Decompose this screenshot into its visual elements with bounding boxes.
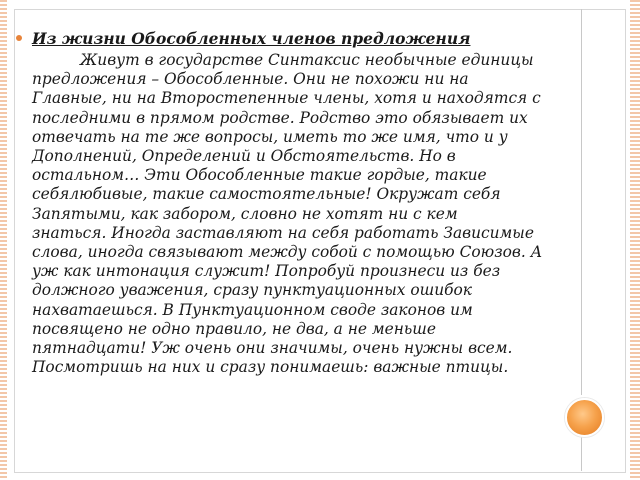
paragraph-line: последними в прямом родстве. Родство это обязывает их — [32, 108, 528, 127]
paragraph-line: предложения – Обособленные. Они не похожи ни на — [32, 70, 469, 89]
paragraph-line: пятнадцати! Уж очень они значимы, очень нужны всем. — [32, 339, 513, 358]
paragraph-line: слова, иногда связывают между собой с помощью Союзов. А — [32, 243, 543, 262]
paragraph-line: Живут в государстве Синтаксис необычные единицы — [80, 51, 534, 69]
orange-circle-ornament — [565, 398, 604, 437]
bullet-dot-icon — [16, 35, 22, 41]
slide-divider-line-bottom — [581, 437, 582, 471]
slide-content — [16, 29, 576, 377]
slide-heading: Из жизни Обособленных членов предложения — [32, 29, 471, 48]
paragraph-line: посвящено не одно правило, не два, а не меньше — [32, 319, 436, 338]
paragraph-line: нахватаешься. В Пунктуационном своде законов им — [32, 300, 473, 319]
slide-divider-line — [581, 9, 582, 395]
paragraph-line: отвечать на те же вопросы, иметь то же имя, что и у — [32, 127, 508, 146]
paragraph-line: Запятыми, как забором, словно не хотят ни с кем — [32, 204, 458, 223]
paragraph-line: Главные, ни на Второстепенные члены, хотя и находятся с — [32, 89, 541, 108]
paragraph-line: Посмотришь на них и сразу понимаешь: важные птицы. — [32, 358, 509, 377]
paragraph-line: Дополнений, Определений и Обстоятельств. Но в — [32, 147, 456, 166]
paragraph-line: должного уважения, сразу пунктуационных ошибок — [32, 281, 472, 300]
bullet-item — [16, 29, 576, 49]
right-decorative-stripe — [630, 0, 640, 480]
slide-paragraph — [32, 51, 580, 377]
paragraph-line: уж как интонация служит! Попробуй произнеси из без — [32, 262, 501, 281]
paragraph-line: остальном… Эти Обособленные такие гордые, такие — [32, 166, 487, 185]
paragraph-line: знаться. Иногда заставляют на себя работать Зависимые — [32, 223, 534, 242]
left-decorative-stripe — [0, 0, 7, 480]
paragraph-line: себялюбивые, такие самостоятельные! Окружат себя — [32, 185, 501, 204]
